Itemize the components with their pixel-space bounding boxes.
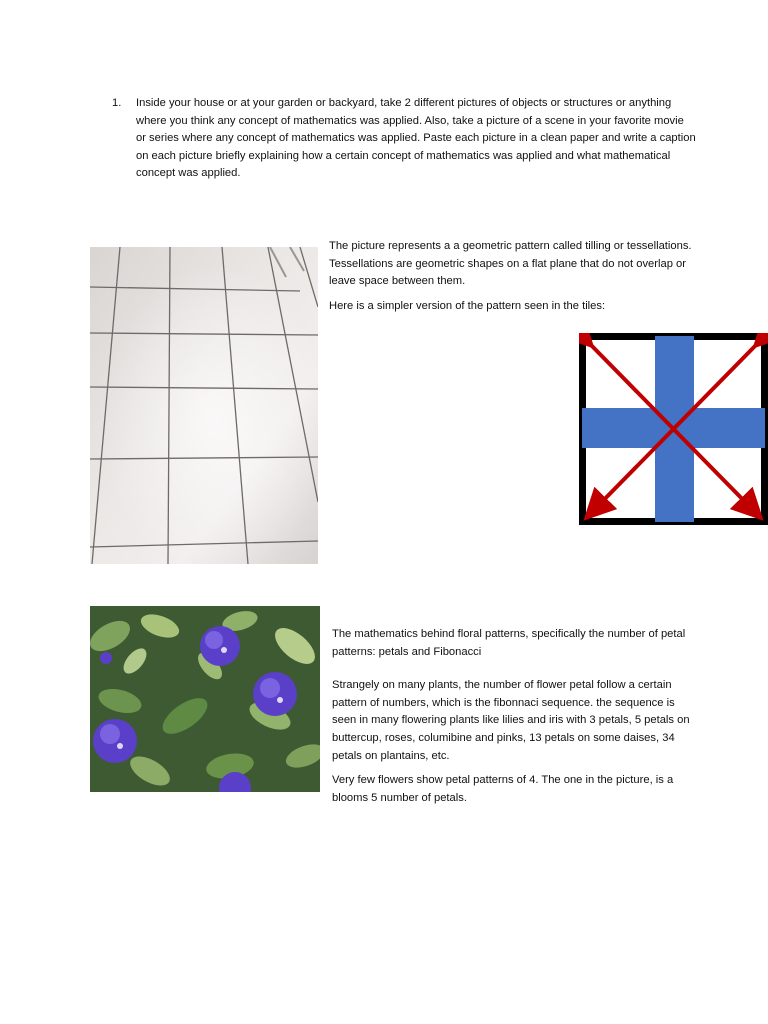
flower-caption-paragraph-2: Strangely on many plants, the number of flower petal follow a certain pattern of numbers, which is the fibonnaci sequence. the sequence is seen in many flowering plants like lilies and iris with 3 petals, 5 petals on buttercup, roses, columibine and pinks, 13 petals on some daises, 34 petals on plantains, etc. [332,679,690,762]
tile-caption-paragraph-2: Here is a simpler version of the pattern seen in the tiles: [329,299,606,312]
flower-caption [332,626,692,823]
flower-photo [90,606,320,792]
tile-caption-paragraph-1: The picture represents a a geometric pattern called tilling or tessellations. Tessellations are geometric shapes on a flat plane that do not overlap or leave space between them. [329,240,692,288]
question-text: Inside your house or at your garden or backyard, take 2 different pictures of objects or structures or anything where you think any concept of mathematics was applied. Also, take a picture of a scene in your favorite movie or series where any concept of mathematics was applied. Paste each picture in a clean paper and write a caption on each picture briefly explaining how a certain concept of mathematics was applied and what mathematical concept was applied. [136,97,696,180]
question-number: 1. [112,97,122,109]
flower-caption-paragraph-1: The mathematics behind floral patterns, specifically the number of petal patterns: petals and Fibonacci [332,628,686,658]
tile-floor-photo [90,247,318,564]
flower-caption-paragraph-3: Very few flowers show petal patterns of 4. The one in the picture, is a blooms 5 number of petals. [332,774,674,804]
tessellation-diagram [579,333,768,525]
tile-caption [329,238,699,322]
